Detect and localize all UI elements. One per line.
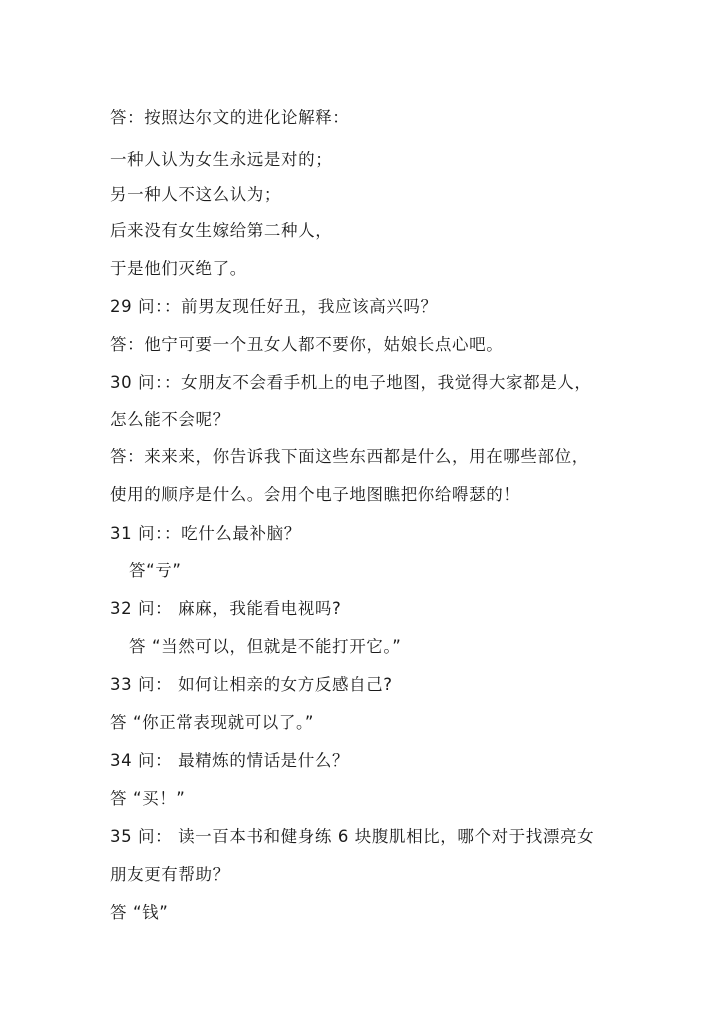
text-line: 朋友更有帮助？ (110, 865, 230, 884)
answer-line: 答：他宁可要一个丑女人都不要你，姑娘长点心吧。 (110, 335, 504, 354)
text-line: 怎么能不会呢？ (110, 410, 230, 429)
text-line: 答：按照达尔文的进化论解释： (110, 108, 350, 127)
answer-line: 答：来来来，你告诉我下面这些东西都是什么，用在哪些部位， (110, 447, 589, 466)
text-line: 一种人认为女生永远是对的； (110, 150, 333, 169)
question-line: 31 问：：吃什么最补脑？ (110, 524, 301, 543)
answer-line: 答 “买！” (110, 789, 186, 808)
answer-line: 答 “你正常表现就可以了。” (110, 713, 314, 732)
question-line: 35 问： 读一百本书和健身练 6 块腹肌相比，哪个对于找漂亮女 (110, 827, 595, 846)
question-line: 32 问： 麻麻，我能看电视吗? (110, 599, 342, 618)
answer-line: 答 “钱” (110, 903, 169, 922)
answer-line: 答“亏” (129, 561, 182, 580)
text-line: 使用的顺序是什么。会用个电子地图瞧把你给嘚瑟的！ (110, 485, 521, 504)
question-line: 34 问： 最精炼的情话是什么？ (110, 751, 350, 770)
answer-line: 答 “当然可以，但就是不能打开它。” (129, 637, 402, 656)
text-line: 另一种人不这么认为； (110, 185, 281, 204)
question-line: 30 问：：女朋友不会看手机上的电子地图，我觉得大家都是人， (110, 373, 592, 392)
text-line: 后来没有女生嫁给第二种人， (110, 221, 333, 240)
question-line: 33 问： 如何让相亲的女方反感自己? (110, 675, 393, 694)
question-line: 29 问：：前男友现任好丑，我应该高兴吗？ (110, 297, 438, 316)
text-line: 于是他们灭绝了。 (110, 259, 247, 278)
